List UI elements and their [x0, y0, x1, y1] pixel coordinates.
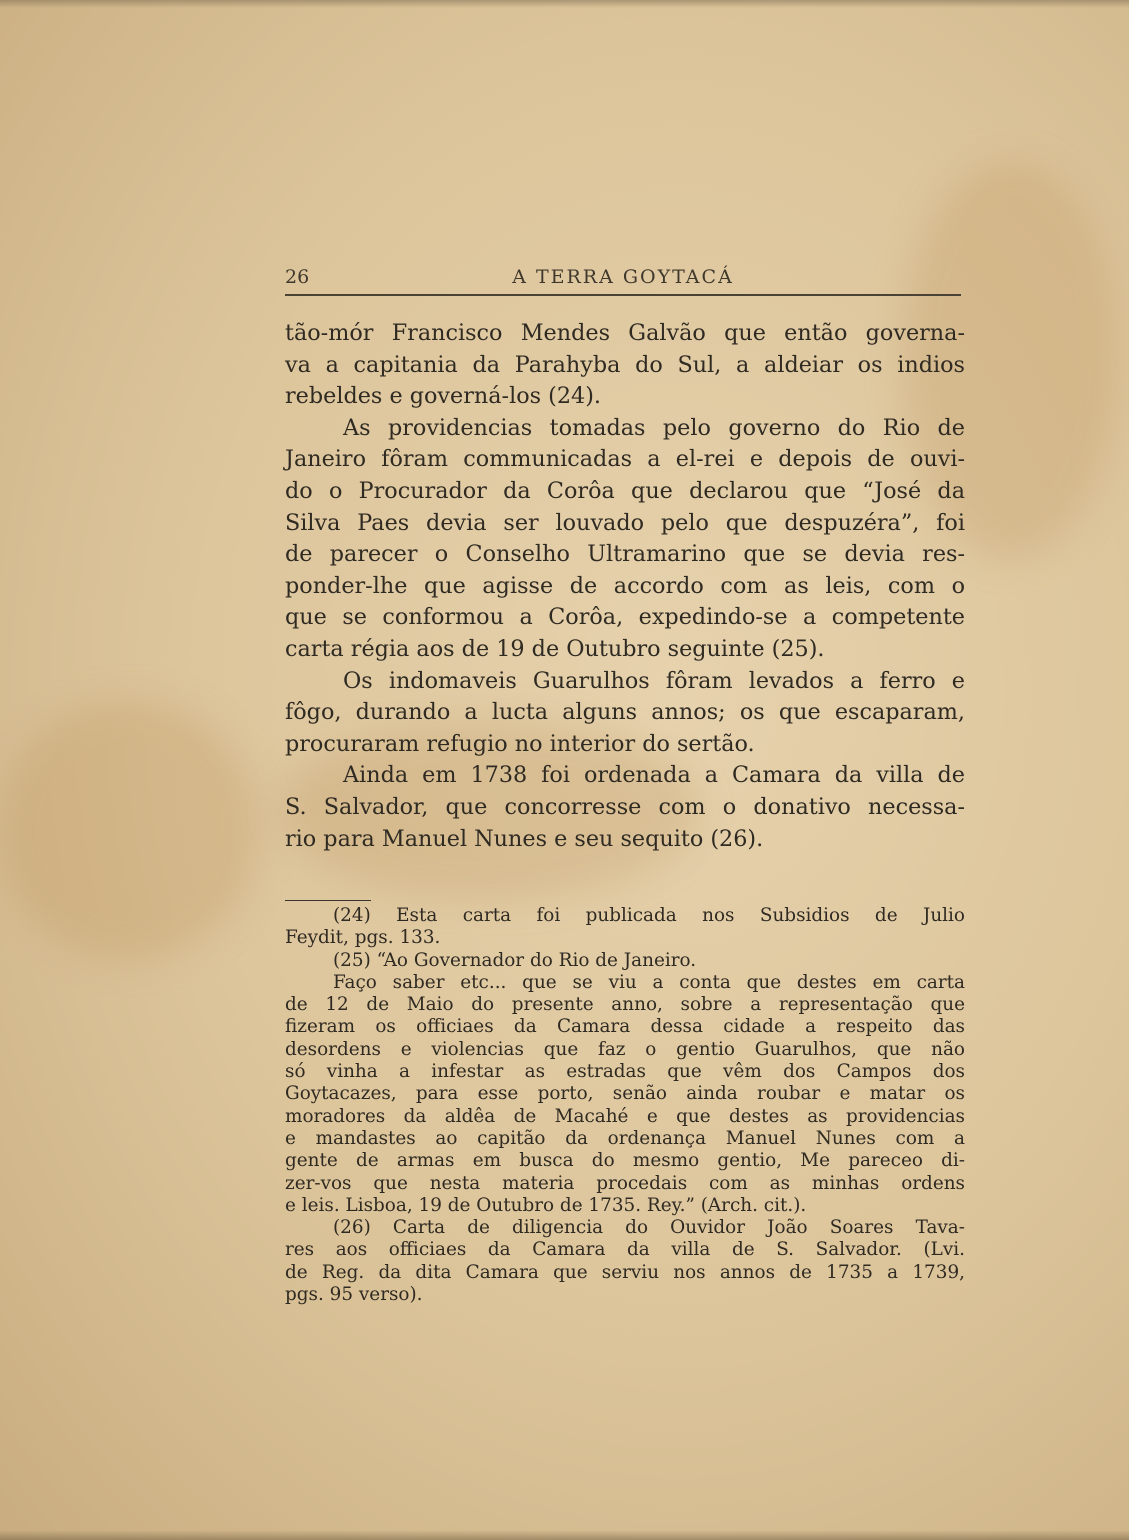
- footnotes: [285, 905, 965, 1306]
- footnote-line: zer-vos que nesta materia procedais com as minhas ordens: [285, 1172, 965, 1194]
- body-line: fôgo, durando a lucta alguns annos; os que escaparam,: [285, 699, 965, 726]
- body-line: que se conformou a Corôa, expedindo-se a competente: [285, 604, 965, 631]
- footnote-line: pgs. 95 verso).: [285, 1284, 423, 1306]
- body-line: Janeiro fôram communicadas a el-rei e depois de ouvi-: [285, 446, 965, 473]
- footnote-line: de 12 de Maio do presente anno, sobre a representação que: [285, 994, 965, 1016]
- page-number: 26: [285, 266, 310, 288]
- body-line: Os indomaveis Guarulhos fôram levados a ferro e: [343, 667, 965, 694]
- page-header: [285, 266, 961, 296]
- footnote-line: desordens e violencias que faz o gentio Guarulhos, que não: [285, 1038, 965, 1060]
- paper-stain: [0, 700, 260, 960]
- body-line: rio para Manuel Nunes e seu sequito (26).: [285, 825, 764, 852]
- body-line: rebeldes e governá-los (24).: [285, 383, 602, 410]
- footnote-line: moradores da aldêa de Macahé e que destes as providencias: [285, 1105, 965, 1127]
- footnote-rule: [285, 900, 371, 901]
- body-line: carta régia aos de 19 de Outubro seguinte (25).: [285, 635, 825, 662]
- footnote-line: Faço saber etc... que se viu a conta que destes em carta: [333, 971, 965, 993]
- footnote-line: (24) Esta carta foi publicada nos Subsidios de Julio: [333, 905, 965, 926]
- footnote-line: (26) Carta de diligencia do Ouvidor João Soares Tava-: [333, 1217, 965, 1239]
- footnote-line: gente de armas em busca do mesmo gentio, Me pareceo di-: [285, 1150, 965, 1172]
- footnote-line: res aos officiaes da Camara da villa de S. Salvador. (Lvi.: [285, 1239, 965, 1261]
- footnote-line: fizeram os officiaes da Camara dessa cidade a respeito das: [285, 1016, 965, 1038]
- body-line: do o Procurador da Corôa que declarou que “José da: [285, 477, 965, 504]
- footnote-line: de Reg. da dita Camara que serviu nos annos de 1735 a 1739,: [285, 1261, 965, 1283]
- body-line: Ainda em 1738 foi ordenada a Camara da villa de: [343, 762, 965, 789]
- footnote-line: e mandastes ao capitão da ordenança Manuel Nunes com a: [285, 1127, 965, 1149]
- body-line: ponder-lhe que agisse de accordo com as leis, com o: [285, 572, 965, 599]
- body-line: de parecer o Conselho Ultramarino que se devia res-: [285, 541, 965, 568]
- footnote-line: e leis. Lisboa, 19 de Outubro de 1735. Rey.” (Arch. cit.).: [285, 1194, 807, 1216]
- body-line: Silva Paes devia ser louvado pelo que despuzéra”, foi: [285, 509, 965, 536]
- running-title: A TERRA GOYTACÁ: [512, 266, 734, 288]
- body-line: tão-mór Francisco Mendes Galvão que então governa-: [285, 320, 965, 346]
- body-line: va a capitania da Parahyba do Sul, a aldeiar os indios: [285, 351, 965, 378]
- footnote-line: (25) “Ao Governador do Rio de Janeiro.: [333, 949, 697, 971]
- body-line: procuraram refugio no interior do sertão.: [285, 730, 755, 757]
- body-line: S. Salvador, que concorresse com o donativo necessa-: [285, 793, 965, 820]
- footnote-line: só vinha a infestar as estradas que vêm dos Campos dos: [285, 1061, 965, 1083]
- body-text: [285, 318, 965, 855]
- body-line: As providencias tomadas pelo governo do Rio de: [343, 414, 965, 441]
- footnote-line: Feydit, pgs. 133.: [285, 927, 441, 949]
- footnote-line: Goytacazes, para esse porto, senão ainda roubar e matar os: [285, 1083, 965, 1105]
